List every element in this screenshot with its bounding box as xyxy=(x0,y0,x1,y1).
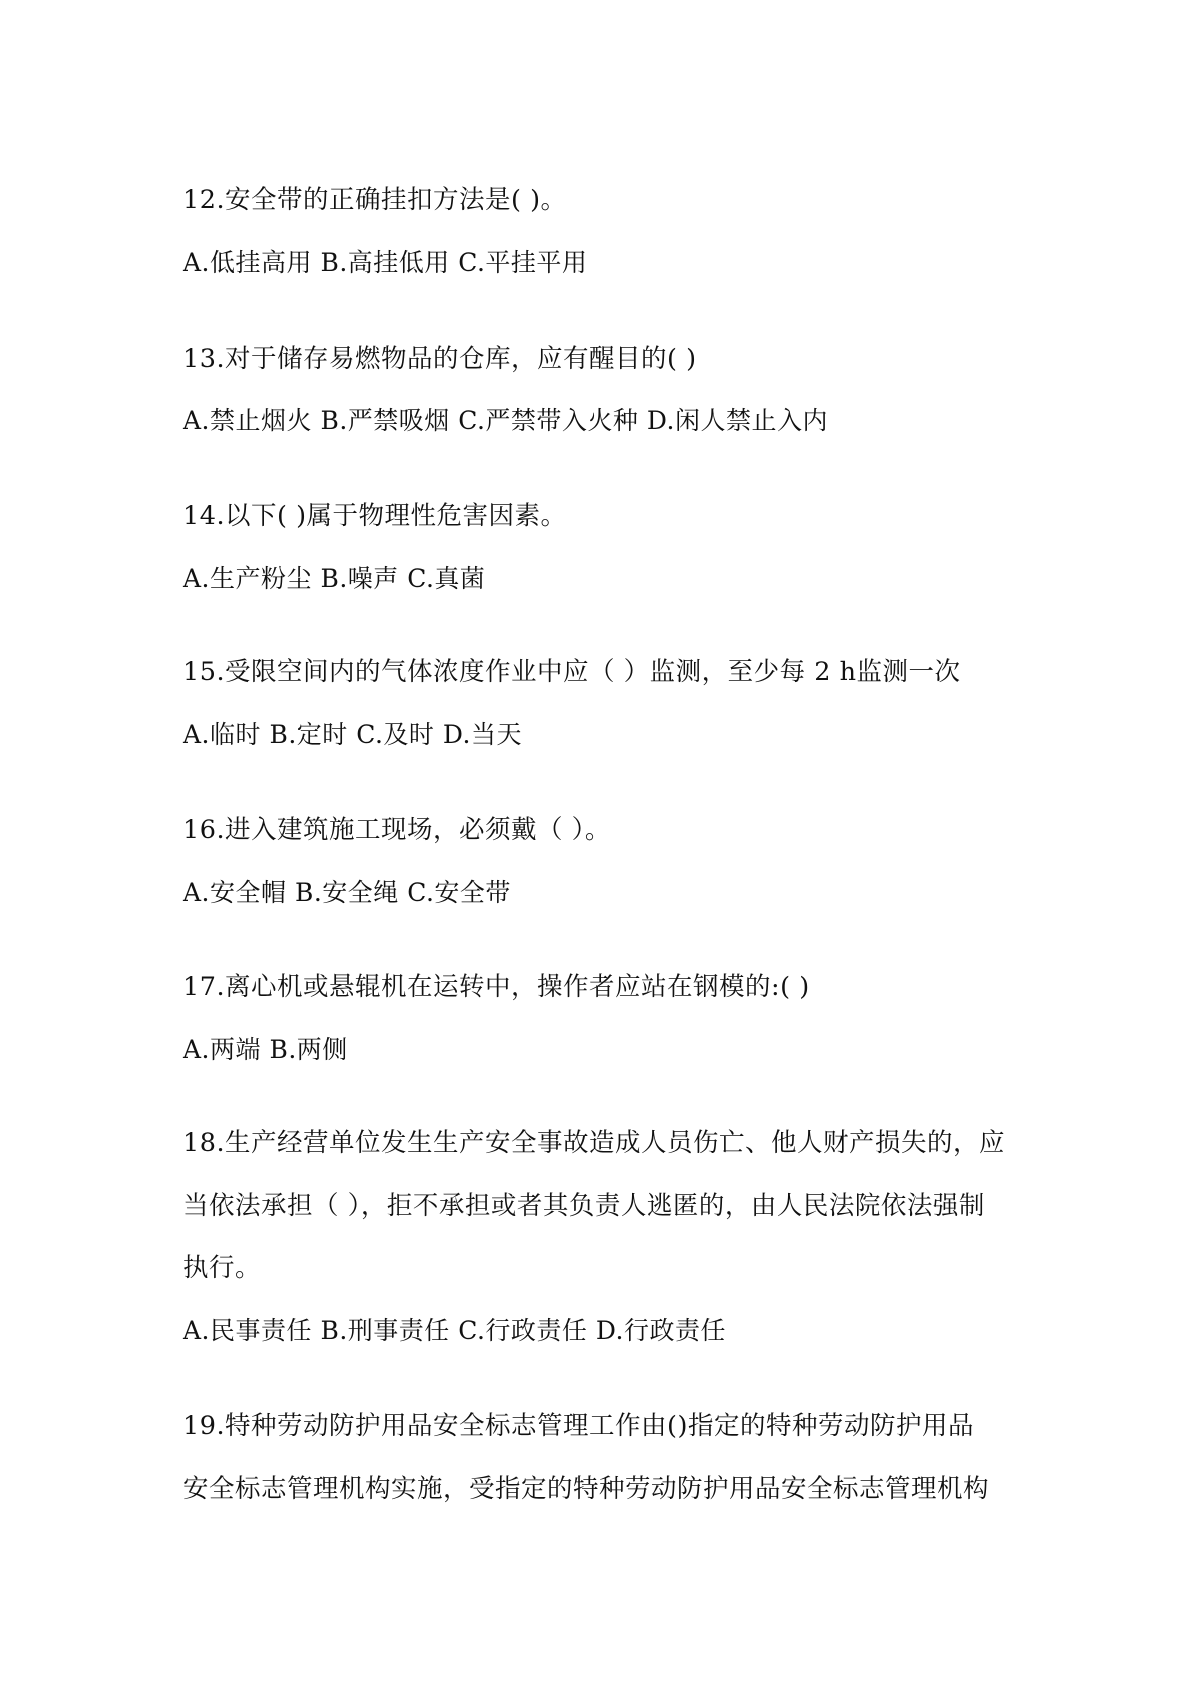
question-15-text: 15.受限空间内的气体浓度作业中应（ ）监测，至少每 2 h监测一次 xyxy=(183,657,961,687)
question-16-options: A.安全帽 B.安全绳 C.安全带 xyxy=(183,878,511,907)
question-14-text: 14.以下( )属于物理性危害因素。 xyxy=(183,501,567,531)
question-13-text: 13.对于储存易燃物品的仓库，应有醒目的( ) xyxy=(183,344,697,374)
question-19-text-line-1: 19.特种劳动防护用品安全标志管理工作由()指定的特种劳动防护用品 xyxy=(183,1411,974,1441)
question-17-text: 17.离心机或悬辊机在运转中，操作者应站在钢模的:( ) xyxy=(183,972,810,1002)
question-12-text: 12.安全带的正确挂扣方法是( )。 xyxy=(183,185,567,215)
question-18-options: A.民事责任 B.刑事责任 C.行政责任 D.行政责任 xyxy=(183,1316,726,1345)
question-18-text-line-1: 18.生产经营单位发生生产安全事故造成人员伤亡、他人财产损失的，应 xyxy=(183,1128,1006,1158)
question-13-options: A.禁止烟火 B.严禁吸烟 C.严禁带入火种 D.闲人禁止入内 xyxy=(183,406,828,435)
question-14-options: A.生产粉尘 B.噪声 C.真菌 xyxy=(183,564,486,593)
question-18-text-line-3: 执行。 xyxy=(183,1253,262,1283)
question-16-text: 16.进入建筑施工现场，必须戴（ ）。 xyxy=(183,815,611,845)
question-12-options: A.低挂高用 B.高挂低用 C.平挂平用 xyxy=(183,248,588,277)
question-17-options: A.两端 B.两侧 xyxy=(183,1035,348,1064)
question-15-options: A.临时 B.定时 C.及时 D.当天 xyxy=(183,720,522,749)
question-18-text-line-2: 当依法承担（ ），拒不承担或者其负责人逃匿的，由人民法院依法强制 xyxy=(183,1191,985,1221)
question-19-text-line-2: 安全标志管理机构实施，受指定的特种劳动防护用品安全标志管理机构 xyxy=(183,1474,990,1504)
